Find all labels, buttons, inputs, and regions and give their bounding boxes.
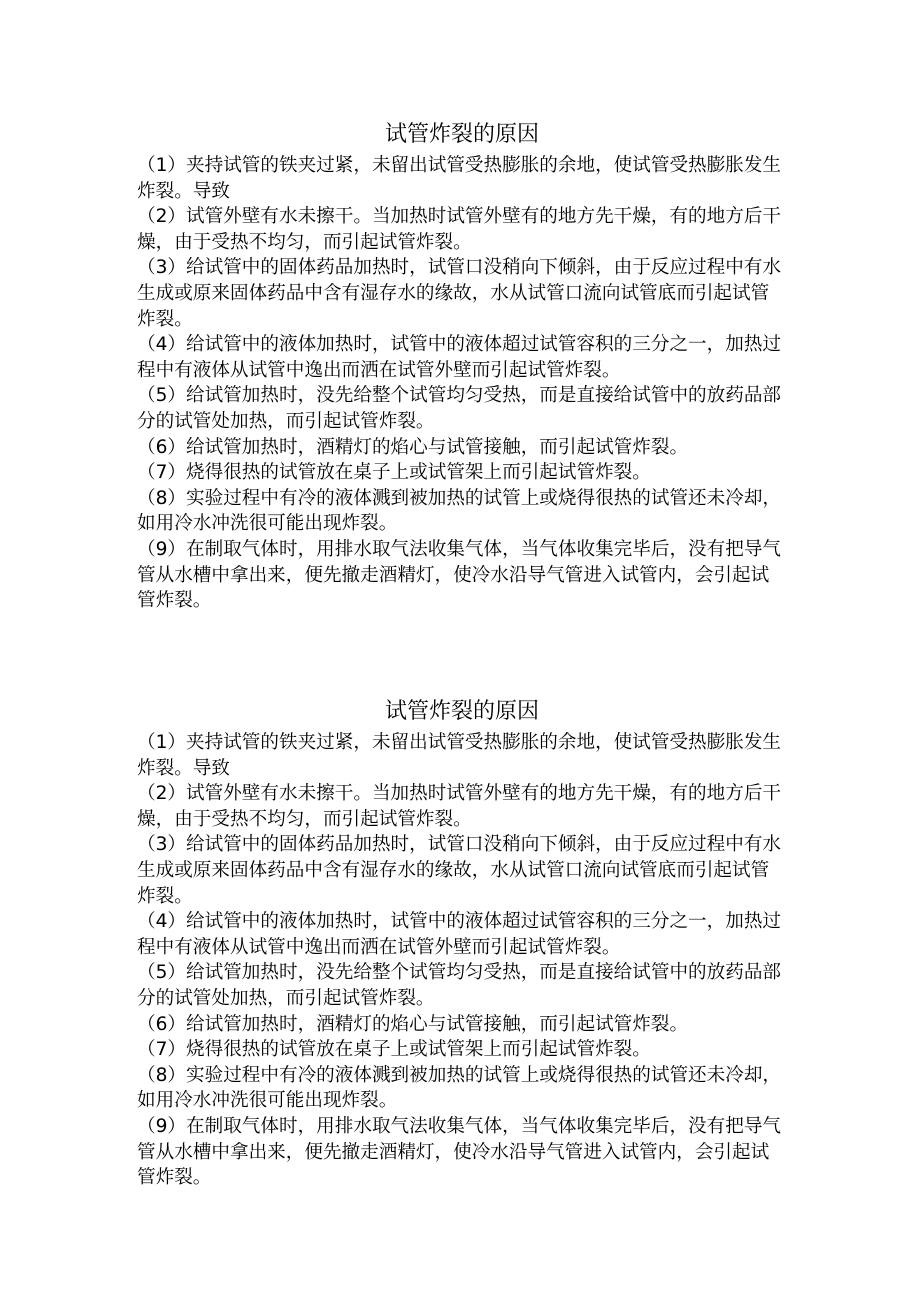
reason-paragraph-1 [137, 730, 797, 781]
paragraph-line: 燥，由于受热不均匀，而引起试管炸裂。 [137, 231, 472, 253]
reason-paragraph-8 [137, 1063, 797, 1114]
paragraph-line: （4）给试管中的液体加热时，试管中的液体超过试管容积的三分之一，加热过 [137, 334, 782, 356]
paragraph-line: （6）给试管加热时，酒精灯的焰心与试管接触，而引起试管炸裂。 [137, 436, 689, 458]
paragraph-line: 如用冷水冲洗很可能出现炸裂。 [137, 513, 398, 535]
paragraph-line: （8）实验过程中有冷的液体溅到被加热的试管上或烧得很热的试管还未冷却， [137, 487, 782, 509]
reason-paragraph-4 [137, 909, 797, 960]
paragraph-line: 程中有液体从试管中逸出而洒在试管外壁而引起试管炸裂。 [137, 359, 621, 381]
reason-paragraph-1 [137, 153, 797, 204]
paragraph-line: 炸裂。导致 [137, 180, 230, 202]
paragraph-line: （7）烧得很热的试管放在桌子上或试管架上而引起试管炸裂。 [137, 462, 651, 484]
reason-paragraph-4 [137, 332, 797, 383]
paragraph-line: 管从水槽中拿出来，便先撤走酒精灯，使冷水沿导气管进入试管内，会引起试 [137, 1141, 770, 1163]
paragraph-line: 分的试管处加热，而引起试管炸裂。 [137, 410, 435, 432]
paragraph-line: （5）给试管加热时，没先给整个试管均匀受热，而是直接给试管中的放药品部 [137, 962, 782, 984]
paragraph-line: （9）在制取气体时，用排水取气法收集气体，当气体收集完毕后，没有把导气 [137, 538, 782, 560]
paragraph-line: 程中有液体从试管中逸出而洒在试管外壁而引起试管炸裂。 [137, 936, 621, 958]
paragraph-line: （4）给试管中的液体加热时，试管中的液体超过试管容积的三分之一，加热过 [137, 911, 782, 933]
reason-paragraph-9 [137, 537, 797, 614]
paragraph-line: 管炸裂。 [137, 1167, 212, 1189]
reason-paragraph-7 [137, 1037, 797, 1063]
paragraph-line: 生成或原来固体药品中含有湿存水的缘故，水从试管口流向试管底而引起试管 [137, 859, 770, 881]
paragraph-line: （2）试管外壁有水未擦干。当加热时试管外壁有的地方先干燥，有的地方后干 [137, 206, 782, 228]
paragraph-line: 燥，由于受热不均匀，而引起试管炸裂。 [137, 808, 472, 830]
paragraph-line: （2）试管外壁有水未擦干。当加热时试管外壁有的地方先干燥，有的地方后干 [137, 783, 782, 805]
paragraph-line: （3）给试管中的固体药品加热时，试管口没稍向下倾斜，由于反应过程中有水 [137, 834, 782, 856]
reason-paragraph-9 [137, 1114, 797, 1191]
reason-paragraph-3 [137, 832, 797, 909]
reason-paragraph-5 [137, 960, 797, 1011]
document-section-2 [137, 694, 797, 1191]
reason-paragraph-5 [137, 383, 797, 434]
reason-paragraph-7 [137, 460, 797, 486]
paragraph-line: （3）给试管中的固体药品加热时，试管口没稍向下倾斜，由于反应过程中有水 [137, 257, 782, 279]
paragraph-line: 管炸裂。 [137, 590, 212, 612]
section-title: 试管炸裂的原因 [384, 122, 539, 147]
paragraph-line: （1）夹持试管的铁夹过紧，未留出试管受热膨胀的余地，使试管受热膨胀发生 [137, 155, 782, 176]
paragraph-line: （8）实验过程中有冷的液体溅到被加热的试管上或烧得很热的试管还未冷却， [137, 1064, 782, 1086]
document-section-1 [137, 117, 797, 614]
reason-paragraph-2 [137, 781, 797, 832]
paragraph-line: 炸裂。 [137, 308, 193, 330]
paragraph-line: 管从水槽中拿出来，便先撤走酒精灯，使冷水沿导气管进入试管内，会引起试 [137, 564, 770, 586]
paragraph-line: 炸裂。 [137, 885, 193, 907]
reason-paragraph-6 [137, 1012, 797, 1038]
paragraph-line: （1）夹持试管的铁夹过紧，未留出试管受热膨胀的余地，使试管受热膨胀发生 [137, 732, 782, 753]
paragraph-line: （9）在制取气体时，用排水取气法收集气体，当气体收集完毕后，没有把导气 [137, 1115, 782, 1137]
reason-paragraph-3 [137, 255, 797, 332]
paragraph-line: 生成或原来固体药品中含有湿存水的缘故，水从试管口流向试管底而引起试管 [137, 282, 770, 304]
paragraph-line: （5）给试管加热时，没先给整个试管均匀受热，而是直接给试管中的放药品部 [137, 385, 782, 407]
paragraph-line: 如用冷水冲洗很可能出现炸裂。 [137, 1090, 398, 1112]
paragraph-line: 分的试管处加热，而引起试管炸裂。 [137, 987, 435, 1009]
paragraph-line: （6）给试管加热时，酒精灯的焰心与试管接触，而引起试管炸裂。 [137, 1013, 689, 1035]
reason-paragraph-2 [137, 204, 797, 255]
paragraph-line: 炸裂。导致 [137, 757, 230, 779]
reason-paragraph-8 [137, 486, 797, 537]
paragraph-line: （7）烧得很热的试管放在桌子上或试管架上而引起试管炸裂。 [137, 1039, 651, 1061]
section-title: 试管炸裂的原因 [384, 699, 539, 724]
reason-paragraph-6 [137, 435, 797, 461]
